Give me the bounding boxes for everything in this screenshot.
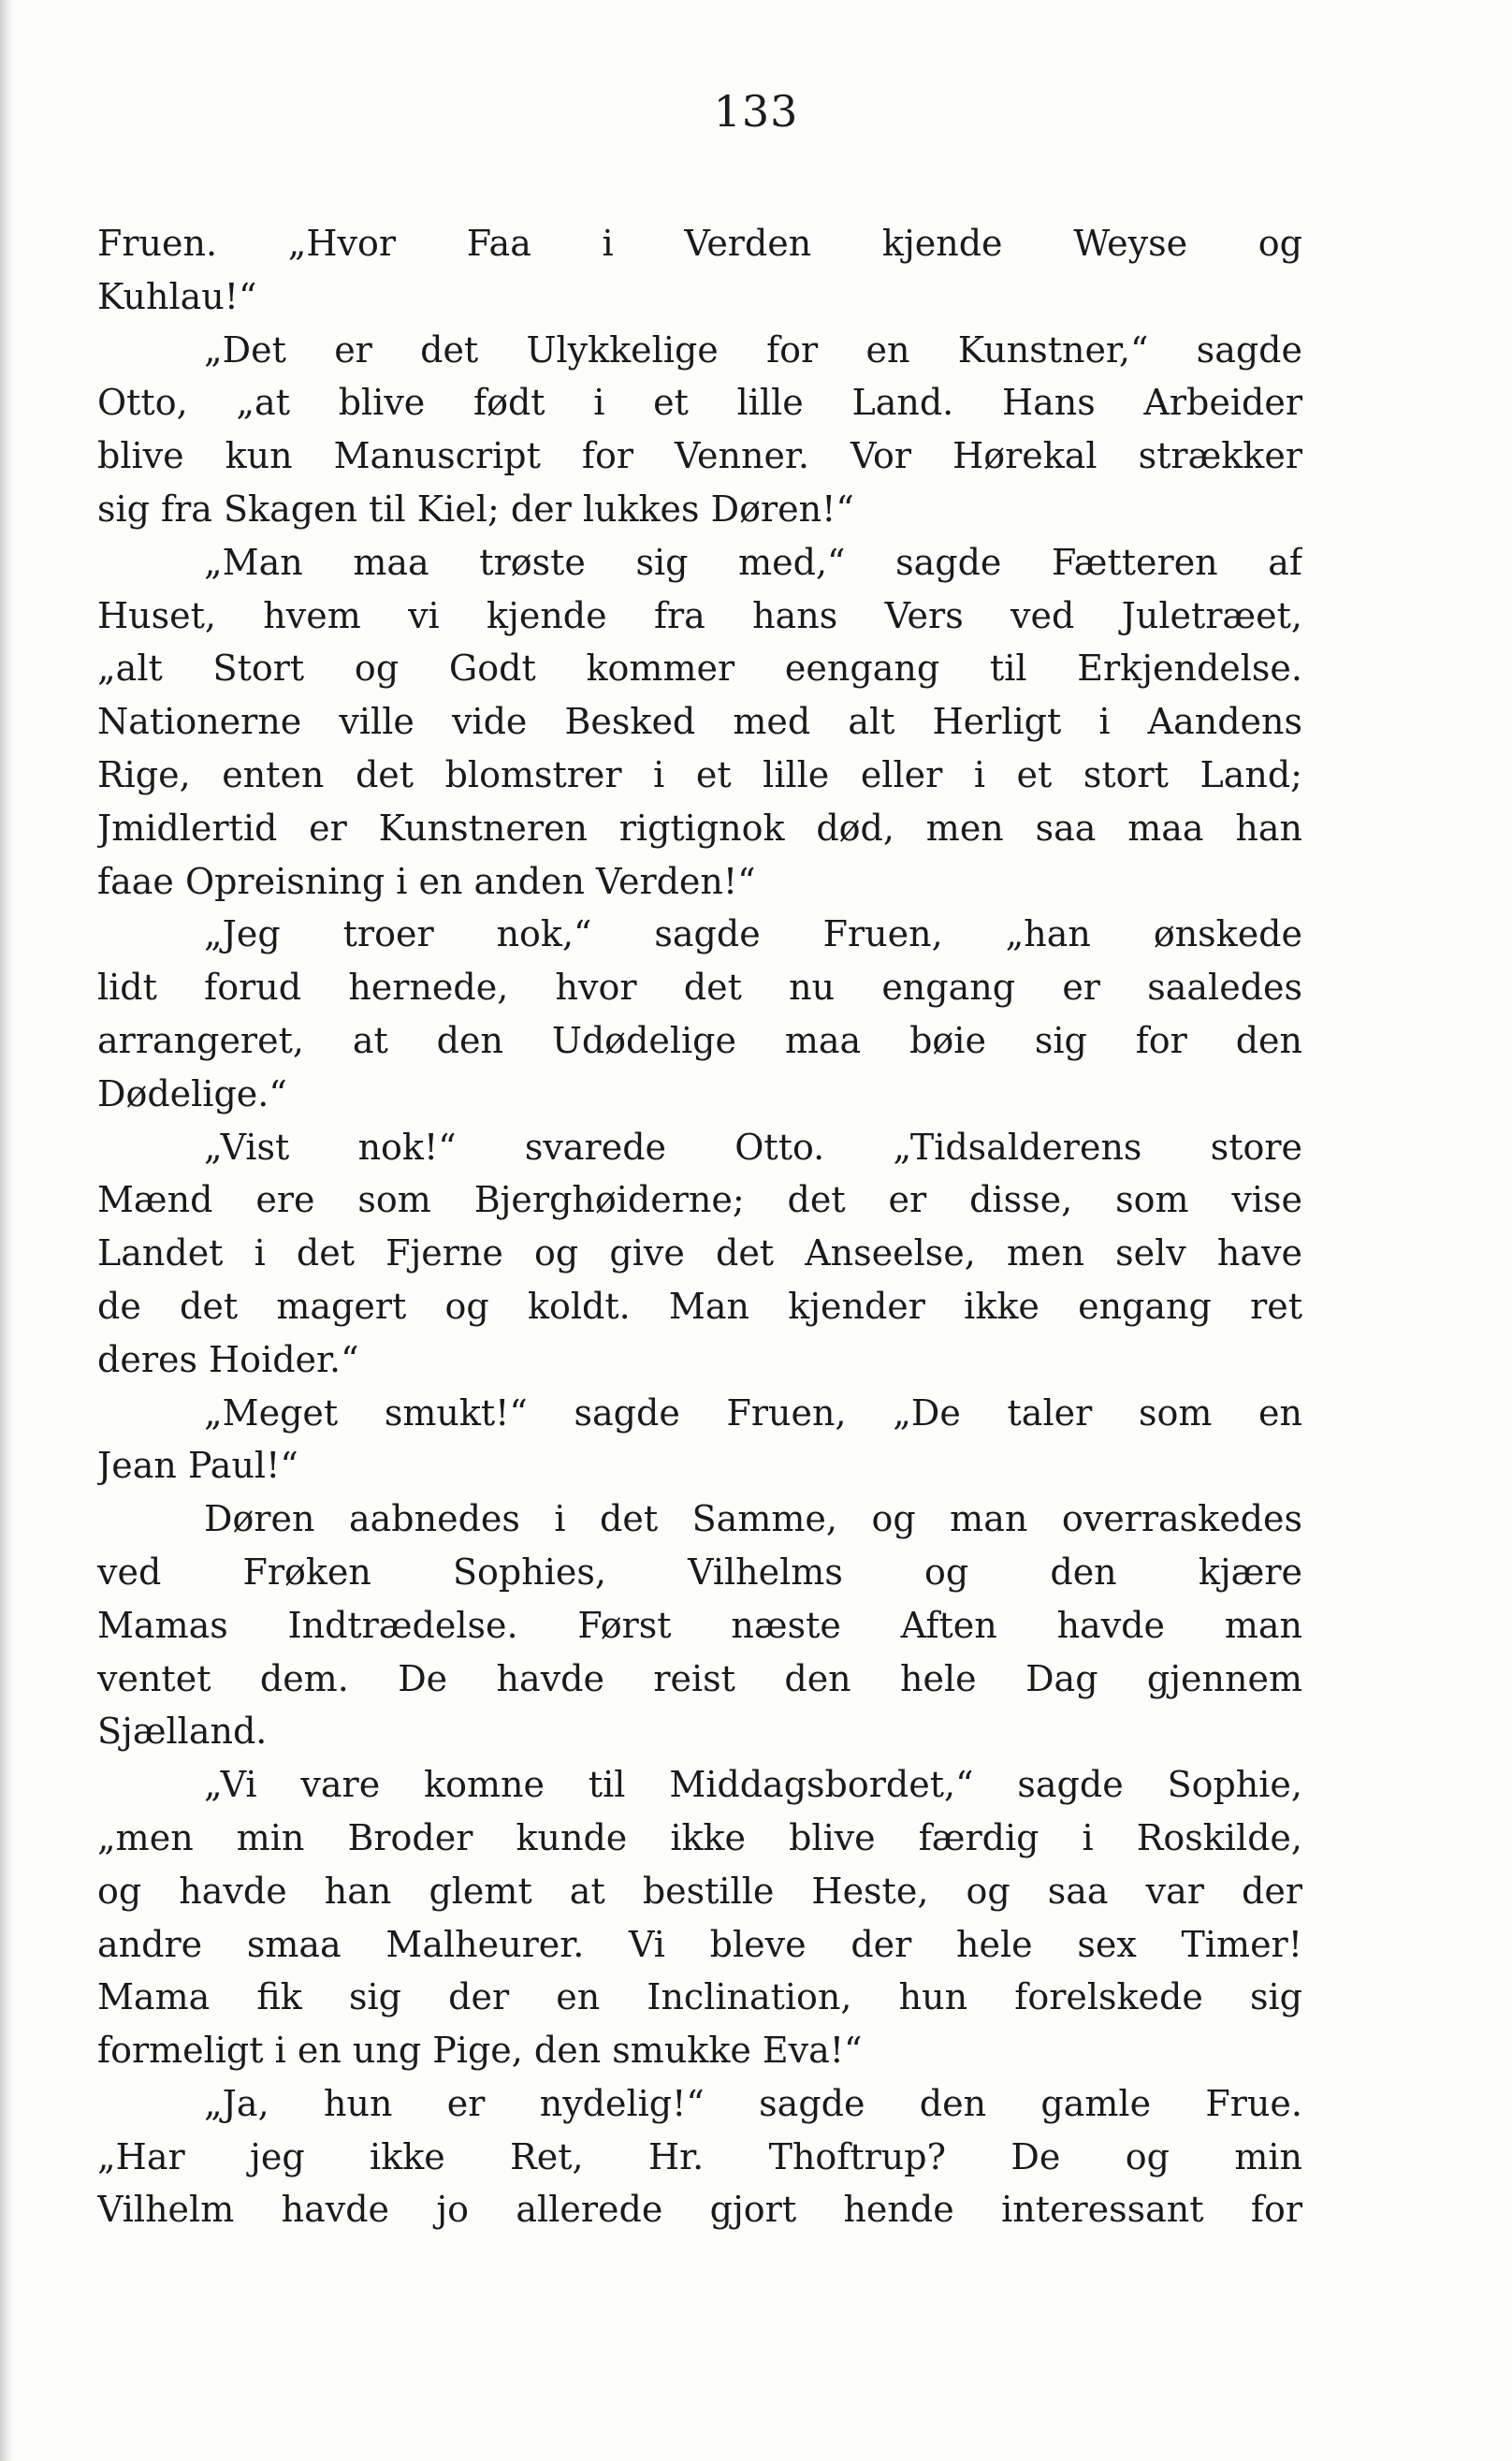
text-line: lidt forud hernede, hvor det nu engang er saaledes [97,967,1302,1009]
text-line: Jean Paul!“ [97,1445,298,1487]
text-line: sig fra Skagen til Kiel; der lukkes Døren!“ [97,488,854,530]
text-line: formeligt i en ung Pige, den smukke Eva!“ [97,2030,863,2072]
text-line: Nationerne ville vide Besked med alt Herligt i Aandens [97,701,1302,743]
text-line: ventet dem. De havde reist den hele Dag gjennem [97,1657,1302,1699]
page-number: 133 [713,86,799,137]
text-line: blive kun Manuscript for Venner. Vor Hørekal strækker [97,435,1302,477]
text-line: Dødelige.“ [97,1072,287,1114]
text-line: faae Opreisning i en anden Verden!“ [97,860,756,902]
text-line: „Vist nok!“ svarede Otto. „Tidsalderens store [204,1126,1302,1168]
body-text [97,217,1302,2236]
text-line: andre smaa Malheurer. Vi bleve der hele sex Timer! [97,1923,1302,1965]
text-line: „Man maa trøste sig med,“ sagde Fætteren af [204,541,1302,583]
text-line: „Vi vare komne til Middagsbordet,“ sagde Sophie, [204,1764,1302,1806]
text-line: og havde han glemt at bestille Heste, og saa var der [97,1870,1302,1912]
text-line: „Har jeg ikke Ret, Hr. Thoftrup? De og min [97,2135,1302,2177]
text-line: Vilhelm havde jo allerede gjort hende interessant for [97,2189,1302,2231]
text-line: Landet i det Fjerne og give det Anseelse, men selv have [97,1232,1302,1274]
text-line: Huset, hvem vi kjende fra hans Vers ved Juletræet, [97,594,1302,636]
text-line: Kuhlau!“ [97,275,257,317]
text-line: „alt Stort og Godt kommer eengang til Erkjendelse. [97,648,1302,690]
text-line: Mama fik sig der en Inclination, hun forelskede sig [97,1976,1302,2018]
text-line: deres Hoider.“ [97,1338,359,1380]
text-line: Døren aabnedes i det Samme, og man overraskedes [204,1498,1302,1540]
scan-edge-shadow [0,0,13,2461]
text-line: Mamas Indtrædelse. Først næste Aften havde man [97,1604,1302,1646]
text-line: Fruen. „Hvor Faa i Verden kjende Weyse og [97,223,1302,264]
text-line: de det magert og koldt. Man kjender ikke engang ret [97,1285,1302,1327]
text-line: „Det er det Ulykkelige for en Kunstner,“ sagde [204,328,1302,371]
text-line: „men min Broder kunde ikke blive færdig i Roskilde, [97,1816,1302,1858]
text-line: „Ja, hun er nydelig!“ sagde den gamle Frue. [204,2082,1302,2124]
text-line: Rige, enten det blomstrer i et lille eller i et stort Land; [97,753,1302,795]
text-line: Jmidlertid er Kunstneren rigtignok død, men saa maa han [97,807,1302,849]
text-line: Sjælland. [97,1711,268,1753]
text-line: ved Frøken Sophies, Vilhelms og den kjære [97,1551,1302,1593]
text-line: Otto, „at blive født i et lille Land. Hans Arbeider [97,382,1302,424]
text-line: Mænd ere som Bjerghøiderne; det er disse, som vise [97,1179,1302,1221]
text-line: arrangeret, at den Udødelige maa bøie sig for den [97,1019,1302,1061]
text-line: „Jeg troer nok,“ sagde Fruen, „han ønskede [204,913,1302,955]
text-line: „Meget smukt!“ sagde Fruen, „De taler som en [204,1391,1302,1434]
